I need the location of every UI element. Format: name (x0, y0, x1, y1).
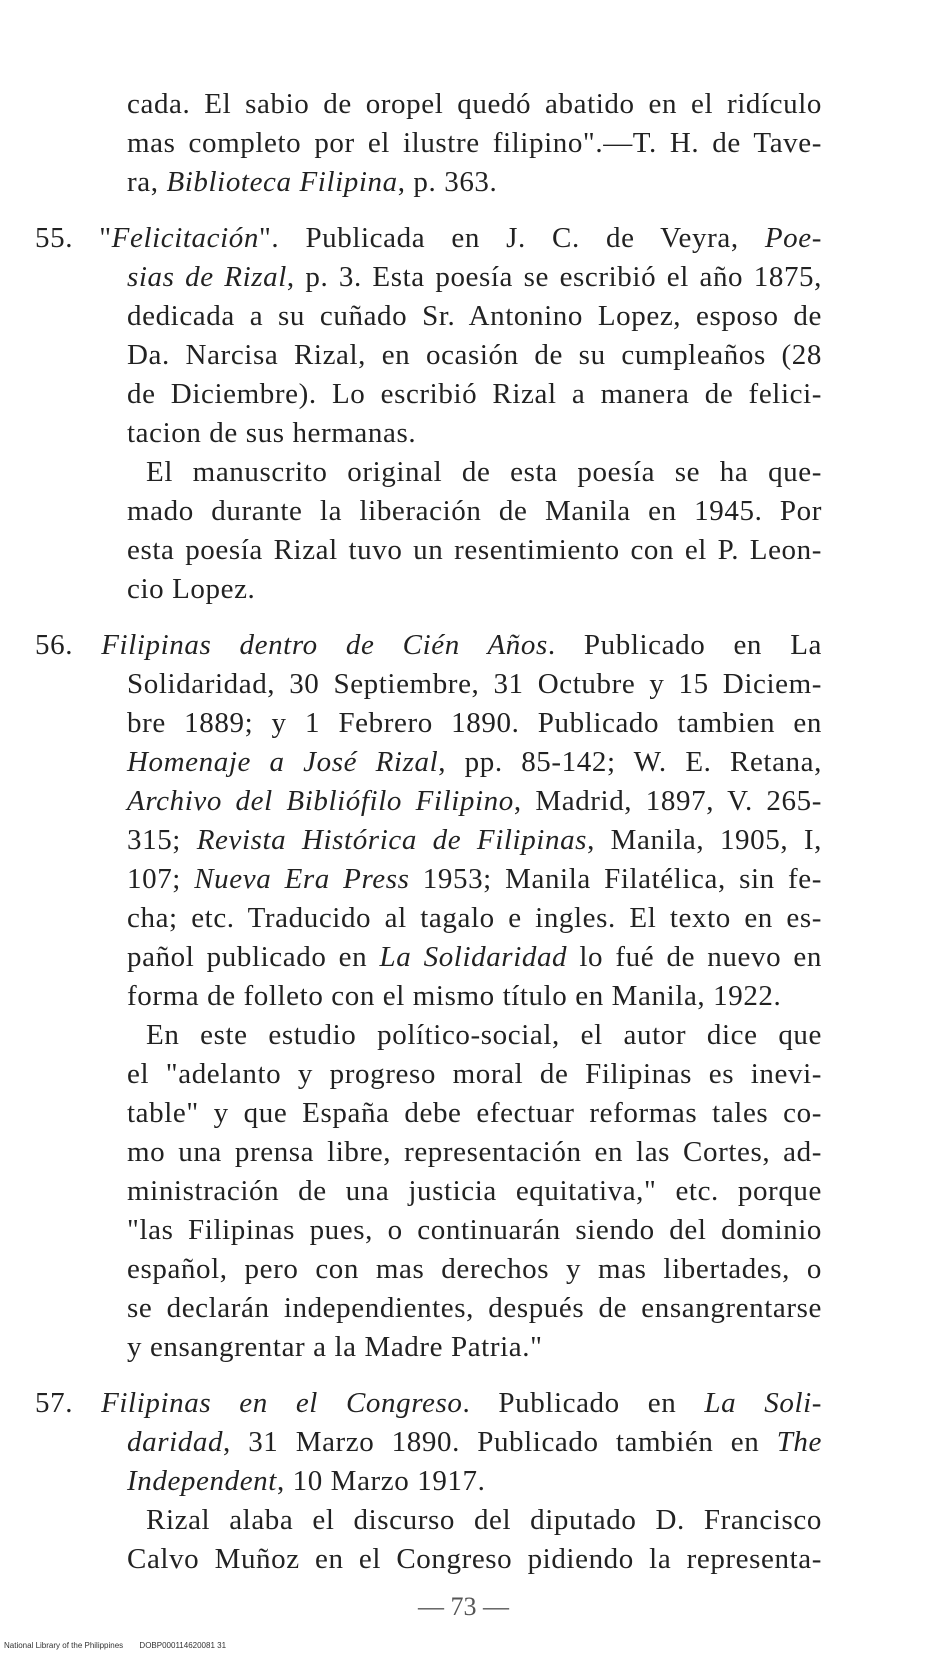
text-line (127, 165, 822, 199)
text-span: bre 1889; y 1 Febrero 1890. Publicado tambien en (127, 707, 822, 739)
text-span: , 31 Marzo 1890. Publicado también en (223, 1426, 777, 1458)
text-line (146, 455, 822, 489)
scan-footer (4, 1641, 240, 1650)
text-span: de Diciembre). Lo escribió Rizal a manera de felici- (127, 378, 822, 410)
text-span: En este estudio político-social, el autor dice que (146, 1019, 822, 1051)
page-number: — 73 — (418, 1592, 509, 1621)
italic-text: Archivo del Bibliófilo Filipino (127, 785, 514, 817)
text-line (127, 1096, 822, 1130)
text-span: Da. Narcisa Rizal, en ocasión de su cumpleaños (28 (127, 339, 822, 371)
text-span: El manuscrito original de esta poesía se ha que- (146, 456, 822, 488)
text-span: , pp. 85-142; W. E. Retana, (438, 746, 822, 778)
text-line (127, 862, 822, 896)
text-line (127, 416, 822, 450)
text-line (127, 901, 822, 935)
italic-text: Revista Histórica de Filipinas (196, 824, 588, 856)
text-line (127, 1291, 822, 1325)
text-line (146, 1503, 822, 1537)
text-line (35, 1386, 822, 1420)
text-span: , p. 363. (397, 166, 498, 198)
text-span: forma de folleto con el mismo título en Manila, 1922. (127, 980, 782, 1012)
text-line (127, 299, 822, 333)
text-span: 315; (127, 824, 197, 856)
italic-text: Homenaje a José Rizal (127, 746, 439, 778)
text-span: tacion de sus hermanas. (127, 417, 417, 449)
text-span: , Manila, 1905, I, (587, 824, 823, 856)
text-span: esta poesía Rizal tuvo un resentimiento con el P. Leon- (127, 534, 822, 566)
text-span: lo fué de nuevo en (567, 941, 822, 973)
italic-text: Filipinas en el Congreso (101, 1387, 463, 1419)
text-line (127, 1057, 822, 1091)
text-line (35, 628, 822, 662)
italic-text: sias de Rizal (127, 261, 287, 293)
italic-text: Independent (127, 1465, 277, 1497)
text-span: y ensangrentar a la Madre Patria." (127, 1331, 543, 1363)
text-line (127, 1425, 822, 1459)
text-span: cha; etc. Traducido al tagalo e ingles. El texto en es- (127, 902, 822, 934)
footer-code: DOBP000114620081 31 (139, 1641, 227, 1650)
text-span: se declarán independientes, después de ensangrentarse (127, 1292, 822, 1324)
text-span: Calvo Muñoz en el Congreso pidiendo la representa- (127, 1543, 822, 1575)
text-span: dedicada a su cuñado Sr. Antonino Lopez, esposo de (127, 300, 822, 332)
text-span: mo una prensa libre, representación en las Cortes, ad- (127, 1136, 822, 1168)
text-line (35, 221, 822, 255)
text-line (127, 338, 822, 372)
text-line (127, 667, 822, 701)
italic-text: Felicitación (111, 222, 259, 254)
italic-text: The (776, 1426, 822, 1458)
text-line (127, 377, 822, 411)
text-span: 55. " (35, 222, 112, 254)
italic-text: daridad (127, 1426, 224, 1458)
text-line (127, 1135, 822, 1169)
text-span: , Madrid, 1897, V. 265- (513, 785, 822, 817)
text-span: 56. (35, 629, 102, 661)
text-span: , 10 Marzo 1917. (276, 1465, 486, 1497)
text-line (127, 1542, 822, 1576)
italic-text: La Solidaridad (379, 941, 568, 973)
text-line (127, 823, 822, 857)
text-line (146, 1018, 822, 1052)
text-line (127, 745, 822, 779)
text-span: "las Filipinas pues, o continuarán siendo del dominio (127, 1214, 822, 1246)
text-span: mado durante la liberación de Manila en 1945. Por (127, 495, 822, 527)
italic-text: Nueva Era Press (194, 863, 410, 895)
text-span: . Publicado en (462, 1387, 705, 1419)
text-span: ministración de una justicia equitativa," etc. porque (127, 1175, 822, 1207)
text-line (127, 784, 822, 818)
italic-text: Poe- (764, 222, 822, 254)
text-span: ". Publicada en J. C. de Veyra, (258, 222, 765, 254)
text-span: . Publicado en La (547, 629, 822, 661)
text-line (127, 572, 822, 606)
text-span: , p. 3. Esta poesía se escribió el año 1875, (286, 261, 822, 293)
text-line (127, 87, 822, 121)
text-line (127, 706, 822, 740)
text-span: 107; (127, 863, 195, 895)
text-span: 1953; Manila Filatélica, sin fe- (409, 863, 823, 895)
text-span: ra, (127, 166, 167, 198)
text-span: mas completo por el ilustre filipino".—T. H. de Tave- (127, 127, 822, 159)
italic-text: La Soli- (704, 1387, 823, 1419)
text-line (127, 1464, 822, 1498)
text-span: cio Lopez. (127, 573, 256, 605)
footer-library: National Library of the Philippines (4, 1641, 124, 1650)
text-line (127, 494, 822, 528)
text-line (127, 1330, 822, 1364)
text-span: Solidaridad, 30 Septiembre, 31 Octubre y 15 Diciem- (127, 668, 822, 700)
text-span: español, pero con mas derechos y mas libertades, o (127, 1253, 822, 1285)
text-line (127, 126, 822, 160)
text-span: table" y que España debe efectuar reformas tales co- (127, 1097, 822, 1129)
text-span: el "adelanto y progreso moral de Filipinas es inevi- (127, 1058, 822, 1090)
text-span: Rizal alaba el discurso del diputado D. Francisco (146, 1504, 822, 1536)
text-line (127, 1252, 822, 1286)
text-line (127, 533, 822, 567)
italic-text: Filipinas dentro de Cién Años (101, 629, 548, 661)
text-line (127, 1213, 822, 1247)
text-line (127, 260, 822, 294)
text-span: 57. (35, 1387, 102, 1419)
italic-text: Biblioteca Filipina (166, 166, 398, 198)
text-span: pañol publicado en (127, 941, 380, 973)
text-line (127, 979, 822, 1013)
text-line (127, 940, 822, 974)
text-span: cada. El sabio de oropel quedó abatido en el ridículo (127, 88, 822, 120)
text-line (127, 1174, 822, 1208)
